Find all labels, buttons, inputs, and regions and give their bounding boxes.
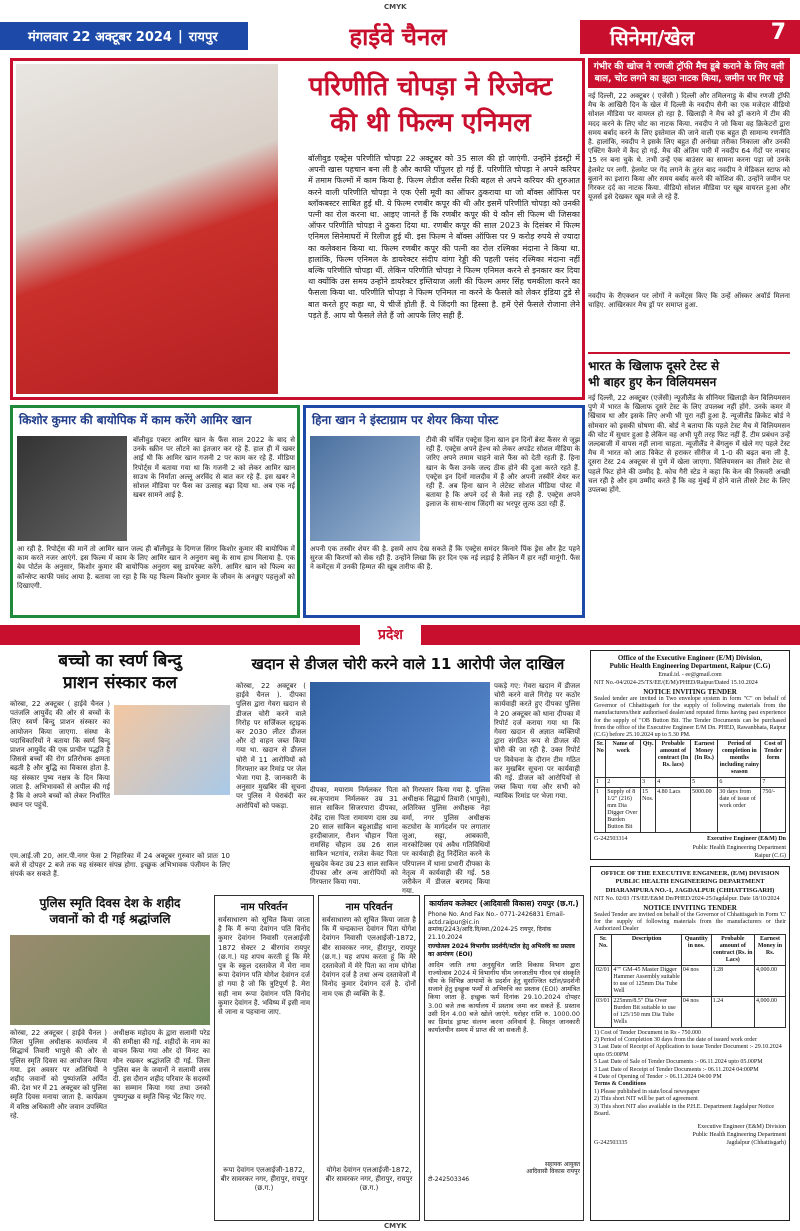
tender1-cell-2: 15 Nos.: [641, 788, 656, 833]
tender2-intro: Sealed Tender are invited on behalf of the Governor of Chhattisgarh in Form 'C' for the supply of following materials from the manufacturers or their Authorized Dealer: [594, 912, 786, 933]
tender2-heading: NOTICE INVITING TENDER: [643, 903, 737, 912]
tender1-idx-2: 3: [641, 778, 656, 788]
section-bar-label: प्रदेश: [360, 625, 421, 645]
aamir-tail: आ रही है. रिपोर्ट्स की मानें तो आमिर खान जल्द ही बॉलीवुड के दिग्गज सिंगर किशोर कुमार की बायोपिक में काम करते नजर आएंगे. इस फिल्म में काम के लिए आमिर खान ने अनुराग बसु के साथ हाथ मिलाया है. एक बेव पोर्टल के अनुसार, किशोर कुमार की बायोपिक अनुराग बसु डायरेक्ट करेंगे. आमिर खान को फिल्म का कॉन्सेप्ट काफी पसंद आया है. बताया जा रहा है कि यह फिल्म किशोर कुमार के जीवन के अनछुए पहलुओं को दिखाएगी.: [17, 545, 295, 590]
williamson-body: नई दिल्ली, 22 अक्टूबर (एजेंसी) न्यूजीलैंड के सीनियर खिलाड़ी केन विलियमसन पुणे में भारत के खिलाफ दूसरे टेस्ट के लिए उपलब्ध नहीं होंगे. उनके कमर में खिंचाव था और इसके लिए अभी भी पूरा नहीं हुआ है. न्यूजीलैंड क्रिकेट बोर्ड ने सोमवार को इसकी घोषणा की. बोर्ड ने बताया कि पहले टेस्ट मैच में विलियमसन की चोट में सुधार हुआ है लेकिन वह अभी पूरी तरह फिट नहीं हैं. टीम प्रबंधन उन्हें जल्दबाजी में वापस नहीं लाना चाहता. न्यूजीलैंड ने बेंगलुरु में खेले गए पहले टेस्ट मैच में भारत को आठ विकेट से हराकर सीरीज में 1-0 की बढ़त बना ली है. दूसरा टेस्ट 24 अक्टूबर से पुणे में खेला जाएगा. विलियमसन का तीसरे टेस्ट से पहले फिट होने की उम्मीद है. कोच गैरी स्टेड ने कहा कि केन की रिकवरी अच्छी चल रही है और हम उम्मीद करते हैं कि वह मुंबई में होने वाले तीसरे टेस्ट के लिए उपलब्ध होंगे.: [588, 394, 790, 495]
navdeep-headline: गंभीर की खोज ने रणजी ट्रॉफी मैच डूबे कराने के लिए वली बाल, चोट लगने का झूठा नाटक किया, जमीन पर गिर पड़े: [588, 58, 790, 88]
masthead-brand: हाईवे चैनल: [349, 22, 447, 51]
section-bar: [0, 625, 800, 645]
tender2-cond-5: 4 Date of Opening of Tender :- 06.11.2024 04:00 PM: [594, 1074, 722, 1081]
section-header: [580, 20, 800, 54]
header-separator: |: [177, 28, 183, 44]
header-date: मंगलवार 22 अक्टूबर 2024: [28, 30, 172, 45]
tender1-idx-1: 2: [606, 778, 641, 788]
tender1-sign2: Public Health Engineering Department: [692, 844, 786, 851]
tender2-nit: NIT No. 02/03 /TS/EE/E&M Dn/PHED/2024-25/Jagdalpur. Date 18/10/2024: [594, 896, 780, 903]
diesel-photo: [310, 682, 490, 782]
hina-tail: अपनी एक तस्वीर शेयर की है. इसमें आप देख सकते हैं कि एक्ट्रेस समंदर किनारे पिंक ड्रेस और हैट पहने सुरज की किरणों को सेंक रही हैं. उन्होंने लिखा कि हर दिन एक नई लड़ाई है लेकिन मैं हार नहीं मानूंगी. फैंस ने कमेंट्स में उनकी हिम्मत की खूब तारीफ की है.: [310, 545, 580, 572]
tender2-r0-0: 02/01: [595, 965, 612, 996]
tender1-col-4: Earnest Money (In Rs.): [691, 740, 718, 778]
table-row: [595, 996, 786, 1027]
navdeep-tail: नवदीप के रीएक्शन पर लोगों ने कमेंट्स किए कि उन्हें ऑस्कर अवॉर्ड मिलना चाहिए. आखिरकार मैच ड्रॉ पर समाप्त हुआ.: [588, 292, 790, 310]
tender2-r1-0: 03/01: [595, 996, 612, 1027]
diesel-col4: पकड़े गए: गेवरा खदान में डीजल चोरी करने वाले गिरोह पर कठोर कार्यवाही करते हुए दीपका पुलिस ने 20 अक्टूबर को थाना दीपका में रिपोर्ट दर्ज कराया गया था कि गेवरा खदान से अज्ञात व्यक्तियों द्वारा संगठित रूप से डीजल की चोरी की जा रही है. उक्त रिपोर्ट पर विवेचना के दौरान टीम गठित कर मुखबिर सूचना पर कार्यवाही की गई. डीजल को आरोपियों से जब्त किया गया और सभी को न्यायिक रिमांड पर भेजा गया.: [494, 682, 580, 801]
tribal-body: आदिम जाति तथा अनुसूचित जाति विकास विभाग द्वारा राज्योत्सव 2024 में विभागीय थीम जनजातीय गौरव एवं संस्कृति थीम के विभिन्न आयामों के प्रदर्शन हेतु सुसज्जित स्टॉल/प्रदर्शनी सजाने हेतु इच्छुक फर्मों से अभिरुचि का प्रस्ताव (EOI) आमंत्रित किया जाता है. इच्छुक फर्म दिनांक 29.10.2024 दोपहर 3.00 बजे तक कार्यालय में प्रस्ताव जमा कर सकते हैं. प्रस्ताव उसी दिन 4.00 बजे खोले जाएंगे. धरोहर राशि रु. 1000.00 का डिमांड ड्राफ्ट संलग्न करना अनिवार्य है. विस्तृत जानकारी कार्यालयीन समय में प्राप्त की जा सकती है.: [428, 960, 580, 1035]
tender1-cell-0: 1: [595, 788, 606, 833]
tender2-cond-2: 3 Last Date of Receipt of Application to issue Tender Document :- 29.10.2024 upto 05:00PM: [594, 1044, 782, 1058]
tender2-term-0: 1) Please published in state/local newspaper: [594, 1088, 700, 1095]
parineeti-story: [10, 58, 585, 400]
tender1-col-3: Probable amount of contract (In Rs. lacs): [656, 740, 691, 778]
tender1-cell-5: 30 days from date of issue of work order: [718, 788, 761, 833]
tender2-cond-0: 1) Cost of Tender Document in Rs - 750.000: [594, 1029, 701, 1036]
tribal-subject: राज्योत्सव 2024 विभागीय प्रदर्शनी/स्टॉल हेतु अभिरुचि का प्रस्ताव का आमंत्रण (EOI): [428, 943, 575, 958]
tender1-cell-1: Supply of 8 1/2" (216) mm Dia Digger Over Burden Button Bit: [606, 788, 641, 833]
tribal-title: कार्यालय कलेक्टर (आदिवासी विकास) रायपुर (छ.ग.): [429, 899, 579, 908]
cmyk-mark-top: CMYK: [384, 3, 407, 11]
aamir-headline: किशोर कुमार की बायोपिक में काम करेंगे आमिर खान: [19, 413, 252, 427]
section-title: सिनेमा/खेल: [610, 25, 695, 50]
tribal-notice: [424, 895, 584, 1221]
header-city: रायपुर: [188, 30, 218, 45]
tribal-contact: Phone No. And Fax No.- 0771-2426831 Email-actd.raipur@ic.in: [428, 911, 565, 926]
tender2-col-3: Probable amount of contract (Rs. in Lacs): [711, 934, 754, 965]
masthead: [248, 16, 548, 56]
tender2-sign1: Executive Engineer (E&M) Division: [697, 1123, 786, 1130]
parineeti-headline-2: की थी फिल्म एनिमल: [330, 108, 531, 138]
hina-photo: [310, 436, 420, 541]
tender2-sign2: Public Health Engineering Department: [692, 1131, 786, 1138]
tender2-cond-3: 5 Last Date of Sale of Tender Documents :- 06.11.2024 upto 05.00PM: [594, 1059, 763, 1066]
tender1-col-0: Sr. No: [595, 740, 606, 778]
name2-signature: योगेश देवांगन एलआईजी-1872, बीर सावरकर नगर, हीरापुर, रायपुर (छ.ग.): [325, 1166, 413, 1193]
diesel-col1: कोरबा, 22 अक्टूबर ( हाईवे चैनल ). दीपका पुलिस द्वारा गेवरा खदान से डीजल चोरी करने वाले गिरोह पर सर्जिकल स्ट्राइक कर 2030 लीटर डीजल और दो वाहन जब्त किया गया था. खदान से डीजल चोरी में 11 आरोपियों को गिरफ्तार कर रिमांड पर जेल भेजा गया है. जानकारी के अनुसार मुखबिर की सूचना पर पुलिस ने घेराबंदी कर आरोपियों को पकड़ा.: [236, 682, 306, 810]
tender2-r1-3: 1.24: [711, 996, 754, 1027]
tender1-code: G-242503314: [594, 836, 628, 843]
tender1-title1: Office of the Executive Engineer (E/M) Division,: [617, 654, 763, 662]
name2-title: नाम परिवर्तन: [345, 902, 393, 913]
tender2-term-2: 3) This short NIT also available in the P.H.E. Department Jagdalpur Notice Board.: [594, 1103, 775, 1118]
tender2-table: [594, 934, 786, 1028]
name-change-2: [318, 895, 420, 1221]
tribal-ref: क्रमांक/2243/आदि.वि/स्था./2024-25 रायपुर, दिनांक 21.10.2024: [428, 926, 552, 941]
parineeti-body: बॉलीवुड एक्ट्रेस परिणीति चोपड़ा 22 अक्टूबर को 35 साल की हो जाएंगी. उन्होंने इंडस्ट्री में अपनी खास पहचान बना ली है और काफी पॉपुलर हो गई हैं. परिणीति चोपड़ा ने अपने करियर में तमाम फिल्मों में काम किया है. फिल्म लेडीज वर्सेस रिकी बहल से अपने करियर की शुरुआत करने वाली परिणीति चोपड़ा ने एक ऐसी मूवी का ऑफर ठुकराया था जो बॉक्स ऑफिस पर ब्लॉकबस्टर साबित हुई थी. ये फिल्म रणबीर कपूर की थी और इसमें परिणीति चोपड़ा को उनकी पत्नी का रोल करना था. आइए जानते हैं कि रणबीर कपूर की ये कौन सी फिल्म थी जिसका ऑफर परिणीति चोपड़ा ने ठुकरा दिया था. रणबीर कपूर की साल 2023 के दिसंबर में फिल्म एनिमल सिनेमाघरों में रिलीज हुई थी. इस फिल्म ने बॉक्स ऑफिस पर 9 करोड़ रुपये से ज्यादा का कलेक्शन किया था. फिल्म रणबीर कपूर की पत्नी का रोल रश्मिका मंदाना ने किया था. हालांकि, फिल्म एनिमल के डायरेक्टर संदीप वांगा रेड्डी की पहली पसंद रश्मिका मंदाना नहीं बल्कि परिणीति चोपड़ा थीं. लेकिन परिणीति चोपड़ा ने फिल्म एनिमल करने से इनकार कर दिया था क्योंकि उस समय उन्होंने डायरेक्टर इम्तियाज अली की फिल्म अमर सिंह चमकीला करने का फैसला किया था. परिणीति चोपड़ा ने फिल्म एनिमल ना करने के फैसले को लेकर इंडिया टुडे से बात करते हुए कहा था, ये चीजें होती हैं. ये जिंदगी का हिस्सा है. हमें ऐसे फैसले रोजाना लेने पड़ते हैं. आप वो फैसले लेते हैं जो आपके लिए सही हैं.: [308, 154, 580, 320]
tender2-title1: OFFICE OF THE EXECUTIVE ENGINEER, (E/M) DIVISION: [600, 870, 780, 877]
tribal-sign1: सहायक आयुक्त: [544, 1160, 580, 1168]
tender1-sign1: Executive Engineer (E&M) Dn: [706, 836, 786, 843]
tender1-idx-0: 1: [595, 778, 606, 788]
tender1-idx-5: 6: [718, 778, 761, 788]
tender2-r0-4: 4,000.00: [754, 965, 785, 996]
tender1-sign3: Raipur (C.G): [754, 853, 786, 860]
tender2-col-0: Sr. No.: [595, 934, 612, 965]
williamson-headline-1: भारत के खिलाफ दूसरे टेस्ट से: [588, 359, 720, 373]
diesel-story: [236, 650, 580, 896]
swarna-headline-1: बच्चो का स्वर्ण बिन्दु: [58, 651, 182, 671]
tender1-cell-6: 750/-: [761, 788, 786, 833]
parineeti-headline-1: परिणीति चोपड़ा ने रिजेक्ट: [308, 72, 553, 102]
diesel-headline: खदान से डीजल चोरी करने वाले 11 आरोपी जेल दाखिल: [251, 655, 565, 673]
diesel-col2: दीपका, मयाराम निर्मलकर पिता स्व.कृपाराम निर्मलकर उम्र 31 साल साकिन सिजरपारा दीपका, देवेंद्र दास पिता रामायण दास उम्र 20 साल साकिन बहुआडीह थाना हरदीबाजार, रौशन चौहान पिता रामसिंह चौहान उम्र 26 साल साकिन भटगांव, राजेश केवट पिता सुखदेव केवट उम्र 23 साल साकिन दीपका और अन्य आरोपियों को गिरफ्तार किया गया.: [310, 786, 398, 887]
swarna-story: [10, 650, 230, 890]
tender2-r1-1: 225mm/8.5" Dia Over Burden Bit suitable to use of 125/150 mm Dia Tube Wells: [612, 996, 682, 1027]
tender2-r1-2: 04 nos: [681, 996, 711, 1027]
police-photo: [10, 935, 210, 1025]
table-row: [595, 965, 786, 996]
hina-headline: हिना खान ने इंस्टाग्राम पर शेयर किया पोस्ट: [312, 413, 499, 427]
name1-signature: रूपा देवांगन एलआईजी-1872, बीर सावरकर नगर, हीरापुर, रायपुर (छ.ग.): [220, 1166, 308, 1193]
name2-body: सर्वसाधारण को सूचित किया जाता है कि मैं चन्द्रकान्त देवांगन पिता योगेश देवांगन निवासी एलआईजी-1872, बीर सावरकर नगर, हीरापुर, रायपुर (छ.ग.) यह शपथ करता हूं कि मेरे दस्तावेजों में मेरे पिता का नाम योगेश देवांगन दर्ज है तथा अन्य दस्तावेजों में विनोद कुमार देवांगन दर्ज है. दोनों नाम एक ही व्यक्ति के हैं.: [322, 916, 416, 998]
williamson-headline-2: भी बाहर हुए केन विलियमसन: [588, 375, 717, 389]
hina-story: [303, 405, 585, 618]
tender1-cell-4: 5000.00: [691, 788, 718, 833]
cmyk-mark-bottom: CMYK: [384, 1222, 407, 1230]
tender2-r0-1: 4"" GM-45 Master Digger Hammer Assembly suitable to use of 125mm Dia Tube Well: [612, 965, 682, 996]
navdeep-story: [588, 58, 790, 348]
swarna-tail: एम.आई.जी 20, आर.पी.नगर फेस 2 निहारिका में 24 अक्टूबर गुरुवार को प्रातः 10 बजे से दोपहर 2 बजे तक यह संस्कार संपन्न होगा. इच्छुक अभिभावक पंजीयन के लिए संपर्क कर सकते हैं.: [10, 852, 230, 879]
tender1-table: [594, 739, 786, 833]
tender-raipur: [590, 650, 790, 860]
diesel-col3: को गिरफ्तार किया गया है. पुलिस अधीक्षक सिद्धार्थ तिवारी (भापुसे), अतिरिक्त पुलिस अधीक्षक नेहा वर्मा, नगर पुलिस अधीक्षक कटघोरा के मार्गदर्शन पर लगातार जुआ, सट्टा, आबकारी, नारकोटिक्स एवं अवैध गतिविधियों पर कार्यवाही हेतु निर्देशित करने के परिपालन में थाना प्रभारी दीपका के नेतृत्व में कार्यवाही की गई. 58 जरीकेन में डीजल बरामद किया गया.: [402, 786, 490, 896]
name1-body: सर्वसाधारण को सूचित किया जाता है कि मैं रूपा देवांगन पति विनोद कुमार देवांगन निवासी एलआईजी 1872 सेक्टर 2 बीरगांव रायपुर (छ.ग.) यह शपथ करती हूं कि मेरे पुत्र के स्कूल दस्तावेज में मेरा नाम रूपा देवांगन पति योगेश देवांगन दर्ज हो गया है जो कि त्रुटिपूर्ण है. मेरा सही नाम रूपा देवांगन पति विनोद कुमार देवांगन है. भविष्य में इसी नाम से जाना व पहचाना जाए.: [218, 916, 311, 1017]
tender2-r0-2: 04 nos: [681, 965, 711, 996]
tender1-cell-3: 4.80 Lacs: [656, 788, 691, 833]
name-change-1: [214, 895, 314, 1221]
police-headline-2: जवानों को दी गई श्रद्धांजलि: [49, 912, 171, 926]
tender2-code: G-242503335: [594, 1140, 628, 1147]
tender2-col-1: Description: [612, 934, 682, 965]
tender1-col-2: Qty.: [641, 740, 656, 778]
page-number: 7: [770, 20, 786, 45]
hina-body: टीवी की चर्चित एक्ट्रेस हिना खान इन दिनों ब्रेस्ट कैंसर से जूझ रही हैं. एक्ट्रेस अपने हेल्थ को लेकर अपडेट सोशल मीडिया के जरिए अपने तमाम चाहने वाले फैंस को देती रहती हैं. हिना खान के फैंस उनके जल्द ठीक होने की दुआ करते रहते हैं. एक्ट्रेस इन दिनों मालदीव में हैं और अपनी तस्वीरें शेयर कर रही हैं. अब हिना खान ने लेटेस्ट सोशल मीडिया पोस्ट में बताया है कि अपने दर्द से कैसे लड़ रही हैं. एक्ट्रेस अपने इलाज के साथ-साथ जिंदगी का भरपूर लुत्फ उठा रही हैं.: [426, 436, 580, 509]
tender2-r0-3: 1.28: [711, 965, 754, 996]
tender1-idx-4: 5: [691, 778, 718, 788]
swarna-photo: [114, 705, 230, 795]
tender1-col-1: Name of work: [606, 740, 641, 778]
tender2-cond-1: 2) Period of Completion 30 days from the date of issued work order: [594, 1037, 757, 1044]
tender1-idx-3: 4: [656, 778, 691, 788]
tender1-idx-6: 7: [761, 778, 786, 788]
aamir-body: बॉलीवुड एक्टर आमिर खान के फैंस साल 2022 के बाद से उनके स्क्रीन पर लौटने का इंतजार कर रहे हैं. हाल ही में खबर आई थी कि आमिर खान गजनी 2 पर काम कर रहे हैं. मीडिया रिपोर्ट्स में बताया गया था कि गजनी 2 को लेकर आमिर खान साउथ के निर्माता अल्लू अरविंद से बात कर रहे हैं. इस खबर ने सोशल मीडिया पर फैंस का उत्साह बढ़ा दिया था. अब एक नई खबर सामने आई है.: [133, 436, 295, 500]
tribal-sign2: आदिवासी विकास रायपुर: [526, 1168, 580, 1176]
tender2-sign3: Jagdalpur (Chhattisgarh): [726, 1140, 786, 1147]
parineeti-photo: [16, 64, 278, 394]
swarna-body: कोरबा, 22 अक्टूबर ( हाईवे चैनल ) पतंजलि आयुर्वेद की ओर से बच्चों के लिए स्वर्ण बिन्दु प्राशन संस्कार का आयोजन किया जाएगा. संस्था के पदाधिकारियों ने बताया कि स्वर्ण बिन्दु प्राशन आयुर्वेद की एक प्राचीन पद्धति है जिससे बच्चों की रोग प्रतिरोधक क्षमता बढ़ती है और बुद्धि का विकास होता है. यह संस्कार पुष्य नक्षत्र के दिन किया जाता है. अभिभावकों से अपील की गई है कि वे अपने बच्चों को लेकर निर्धारित स्थान पर पहुंचें.: [10, 700, 110, 810]
name1-title: नाम परिवर्तन: [240, 902, 288, 913]
tender1-email: Email.id. - ee@gmail.com: [658, 671, 722, 678]
tender1-intro: Sealed tender are invited in Two envelope system in form "C" on behalf of Governor of Chhattisgarh for the supply of following materials from the manufacturers/their authorised dealer/and reputed firms having past experience for the supply of "OB Button Bit. The Tender Documents can be purchased from the office of the Executive Engineer E/M Dn. PHED, Rawanbhata, Raipur (C.G) before 25.10.2024 up to 5.30 PM.: [594, 696, 786, 739]
tender1-nit: NIT No.-04/2024-25/TS/EE/(E/M)/PHED/Raipur/Dated 15.10.2024: [594, 680, 758, 687]
police-headline-1: पुलिस स्मृति दिवस देश के शहीद: [39, 896, 181, 910]
williamson-story: [588, 352, 790, 614]
tender1-col-6: Cost of Tender form: [761, 740, 786, 778]
tender1-title2: Public Health Engineering Department, Raipur (C.G): [609, 662, 771, 671]
police-col2: अधीक्षक महोदय के द्वारा सलामी परेड की समीक्षा की गई. शहीदों के नाम का वाचन किया गया और दो मिनट का मौन रखकर श्रद्धांजलि दी गई. जिला पुलिस बल के जवानों ने सलामी शस्त्र दी. इस दौरान शहीद परिवार के सदस्यों का सम्मान किया गया तथा उनको पुष्पगुच्छ व स्मृति चिन्ह भेंट किए गए.: [113, 1029, 211, 1102]
tender2-r1-4: 4,000.00: [754, 996, 785, 1027]
tender-jagdalpur: [590, 866, 790, 1221]
tender2-title2: PUBLIC HEALTH ENGINEERING DEPARTMENT DHARAMPURA NO.-1, JAGDALPUR (CHHATTISGARH): [605, 878, 775, 894]
aamir-story: [10, 405, 300, 618]
tender1-heading: NOTICE INVITING TENDER: [643, 687, 737, 696]
header-date-bar: [0, 22, 248, 50]
swarna-headline-2: प्राशन संस्कार कल: [62, 673, 177, 693]
aamir-photo: [17, 436, 127, 541]
tender2-cond-4: 3 Last Date of Receipt of Tender Documents :- 06.11.2024 04:00PM: [594, 1066, 759, 1073]
tender2-term-1: 2) This short NIT will be part of agreement: [594, 1096, 698, 1103]
tribal-footer: टी-242503346: [428, 1175, 470, 1183]
table-row: [595, 788, 786, 833]
police-col1: कोरबा, 22 अक्टूबर ( हाईवे चैनल ) जिला पुलिस अधीक्षक कार्यालय में सिद्धार्थ तिवारी भापुसे की ओर से पुलिस स्मृति दिवस का आयोजन किया गया. इस अवसर पर अतिथियों ने शहीद जवानों को पुष्पांजलि अर्पित की. देश भर में 21 अक्टूबर को पुलिस स्मृति दिवस मनाया जाता है. कार्यक्रम में वरिष्ठ अधिकारी और जवान उपस्थित रहे.: [10, 1029, 107, 1120]
police-story: [10, 895, 210, 1221]
tender2-col-2: Quantity in nos.: [681, 934, 711, 965]
navdeep-body: नई दिल्ली, 22 अक्टूबर ( एजेंसी ) दिल्ली और तमिलनाडु के बीच रणजी ट्रॉफी मैच के आखिरी दिन के खेल में दिल्ली के नवदीप सैनी का एक मजेदार वीडियो सोशल मीडिया पर वायरल हो रहा है. खिलाड़ी ने मैच को ड्रॉ कराने में टीम की मदद करने के लिए चोट का नाटक किया. नवदीप ने जो किया वह क्रिकेटरों द्वारा समय बर्बाद करने के लिए इस्तेमाल की जाने वाली एक बहुत ही सामान्य रणनीति है. हालांकि, नवदीप ने इसके लिए बहुत ही अनोखा तरीका निकाला और उनकी एक्टिंग कैमरे में कैद हो गई. मैच की अंतिम पारी में नवदीप 64 गेंदों पर नाबाद 15 रन बना चुके थे. तभी उन्हें एक बाउंसर का सामना करना पड़ा जो उनके हेलमेट पर लगी. हेलमेट पर गेंद लगने के तुरंत बाद नवदीप ने मेडिकल स्टाफ को बुलाने का इशारा किया और समय बर्बाद करने की कोशिश की. उन्होंने जमीन पर गिरकर दर्द का नाटक किया. वीडियो सोशल मीडिया पर खूब वायरल हुआ और यूजर्स इसे देखकर खूब मजे ले रहे हैं.: [588, 92, 790, 202]
tender2-terms-heading: Terms & Conditions: [594, 1081, 647, 1088]
tender2-col-4: Earnest Money in Rs.: [754, 934, 785, 965]
tender1-col-5: Period of completion in months including rainy season: [718, 740, 761, 778]
